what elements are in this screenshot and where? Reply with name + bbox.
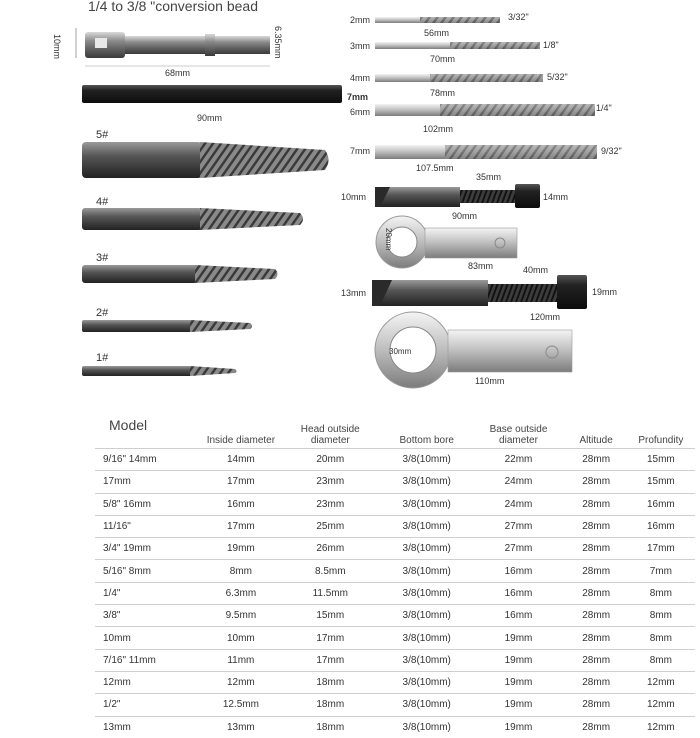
table-cell: 3/8(10mm) <box>382 605 471 627</box>
table-cell: 9/16" 14mm <box>95 449 203 471</box>
table-cell: 3/8(10mm) <box>382 493 471 515</box>
table-row <box>95 716 695 738</box>
table-cell: 10mm <box>95 627 203 649</box>
table-cell: 28mm <box>566 605 627 627</box>
table-cell: 8mm <box>203 560 278 582</box>
table-cell: 16mm <box>627 493 695 515</box>
drill-2-length: 70mm <box>430 54 456 64</box>
table-cell: 25mm <box>279 515 383 537</box>
wrench-small <box>376 216 517 268</box>
table-cell: 3/8(10mm) <box>382 627 471 649</box>
table-cell: 17mm <box>203 515 278 537</box>
bolt-extractor-2-hex: 19mm <box>592 287 618 297</box>
table-cell: 3/8(10mm) <box>382 560 471 582</box>
table-cell: 18mm <box>279 694 383 716</box>
extension-bar <box>82 85 342 103</box>
table-row <box>95 515 695 537</box>
bolt-extractor-1-diameter: 10mm <box>341 192 367 202</box>
table-cell: 28mm <box>566 538 627 560</box>
table-cell: 13mm <box>95 716 203 738</box>
table-cell: 5/8" 16mm <box>95 493 203 515</box>
drill-4-imperial: 1/4" <box>596 103 612 113</box>
table-cell: 16mm <box>203 493 278 515</box>
bolt-extractor-2-total-length: 120mm <box>530 312 561 322</box>
table-cell: 16mm <box>471 605 565 627</box>
table-cell: 26mm <box>279 538 383 560</box>
wrench-1-length: 83mm <box>468 261 494 271</box>
table-cell: 3/8(10mm) <box>382 716 471 738</box>
table-cell: 3/8(10mm) <box>382 694 471 716</box>
table-row <box>95 449 695 471</box>
drill-1-length: 56mm <box>424 28 450 38</box>
table-cell: 18mm <box>279 671 383 693</box>
drill-4-metric: 6mm <box>350 107 370 117</box>
table-cell: 3/8(10mm) <box>382 649 471 671</box>
table-cell: 18mm <box>279 716 383 738</box>
table-cell: 19mm <box>471 627 565 649</box>
header-altitude: Altitude <box>579 435 613 446</box>
table-cell: 28mm <box>566 515 627 537</box>
table-cell: 28mm <box>566 560 627 582</box>
table-cell: 28mm <box>566 716 627 738</box>
wrench-2-length: 110mm <box>475 376 505 386</box>
table-cell: 28mm <box>566 671 627 693</box>
page-title: 1/4 to 3/8 "conversion bead <box>88 0 258 14</box>
table-row <box>95 605 695 627</box>
table-row <box>95 649 695 671</box>
table-cell: 17mm <box>95 471 203 493</box>
table-cell: 3/8(10mm) <box>382 538 471 560</box>
extractor-4-label: 4# <box>96 196 109 208</box>
table-cell: 1/2" <box>95 694 203 716</box>
table-cell: 3/4" 19mm <box>95 538 203 560</box>
drill-1-metric: 2mm <box>350 15 370 25</box>
table-cell: 17mm <box>279 649 383 671</box>
table-cell: 13mm <box>203 716 278 738</box>
table-cell: 8.5mm <box>279 560 383 582</box>
extractor-3-label: 3# <box>96 252 109 264</box>
extractor-2-label: 2# <box>96 307 109 319</box>
bolt-extractor-2-thread-length: 40mm <box>523 265 549 275</box>
table-cell: 16mm <box>471 582 565 604</box>
header-model: Model <box>109 416 148 433</box>
bolt-extractor-small <box>375 184 540 208</box>
bolt-extractor-1-total-length: 90mm <box>452 211 478 221</box>
table-cell: 12mm <box>627 671 695 693</box>
drill-1-imperial: 3/32" <box>508 12 529 22</box>
table-cell: 15mm <box>627 449 695 471</box>
table-cell: 27mm <box>471 538 565 560</box>
table-cell: 3/8(10mm) <box>382 515 471 537</box>
adapter-tool <box>76 28 270 66</box>
drill-2-metric: 3mm <box>350 41 370 51</box>
table-row <box>95 582 695 604</box>
adapter-height-label: 10mm <box>52 34 62 60</box>
table-cell: 23mm <box>279 493 383 515</box>
table-cell: 3/8(10mm) <box>382 471 471 493</box>
spec-table-header <box>95 404 695 449</box>
screw-extractor-2 <box>82 320 252 332</box>
table-cell: 17mm <box>627 538 695 560</box>
table-cell: 11.5mm <box>279 582 383 604</box>
adapter-width-label: 6.35mm <box>273 26 283 59</box>
table-cell: 16mm <box>471 560 565 582</box>
table-cell: 12mm <box>627 694 695 716</box>
table-cell: 3/8(10mm) <box>382 582 471 604</box>
table-cell: 23mm <box>279 471 383 493</box>
table-cell: 17mm <box>203 471 278 493</box>
table-cell: 7mm <box>627 560 695 582</box>
table-cell: 3/8" <box>95 605 203 627</box>
table-cell: 20mm <box>279 449 383 471</box>
screw-extractor-4 <box>82 208 303 230</box>
bar-diameter-label: 7mm <box>347 92 369 102</box>
table-cell: 28mm <box>566 694 627 716</box>
table-cell: 19mm <box>471 671 565 693</box>
table-cell: 22mm <box>471 449 565 471</box>
header-profundity: Profundity <box>638 435 684 446</box>
table-cell: 12.5mm <box>203 694 278 716</box>
header-inside-diameter: Inside diameter <box>206 435 276 446</box>
table-cell: 9.5mm <box>203 605 278 627</box>
table-cell: 28mm <box>566 649 627 671</box>
table-row <box>95 560 695 582</box>
table-cell: 8mm <box>627 605 695 627</box>
drill-5-length: 107.5mm <box>416 163 454 173</box>
drill-bits <box>375 17 597 159</box>
bolt-extractor-2-diameter: 13mm <box>341 288 367 298</box>
drill-3-length: 78mm <box>430 88 456 98</box>
spec-table <box>95 404 695 733</box>
screw-extractor-1 <box>82 366 237 376</box>
table-row <box>95 493 695 515</box>
table-cell: 28mm <box>566 449 627 471</box>
table-cell: 1/4" <box>95 582 203 604</box>
table-cell: 11/16" <box>95 515 203 537</box>
table-cell: 15mm <box>279 605 383 627</box>
table-cell: 15mm <box>627 471 695 493</box>
table-cell: 17mm <box>279 627 383 649</box>
table-cell: 8mm <box>627 582 695 604</box>
header-base-outside-diameter: Base outside diameter <box>489 424 548 446</box>
bolt-extractor-large <box>372 275 587 309</box>
table-cell: 8mm <box>627 627 695 649</box>
table-cell: 19mm <box>203 538 278 560</box>
table-cell: 3/8(10mm) <box>382 449 471 471</box>
table-row <box>95 671 695 693</box>
table-cell: 28mm <box>566 627 627 649</box>
wrench-1-ring: 20mm <box>384 228 393 251</box>
table-cell: 19mm <box>471 694 565 716</box>
table-cell: 11mm <box>203 649 278 671</box>
table-cell: 19mm <box>471 649 565 671</box>
adapter-length-label: 68mm <box>165 68 191 78</box>
table-cell: 5/16" 8mm <box>95 560 203 582</box>
table-cell: 10mm <box>203 627 278 649</box>
bar-length-label: 90mm <box>197 113 223 123</box>
extractor-5-label: 5# <box>96 129 109 141</box>
header-head-outside-diameter: Head outside diameter <box>300 424 360 446</box>
table-cell: 3/8(10mm) <box>382 671 471 693</box>
drill-3-imperial: 5/32" <box>547 72 568 82</box>
screw-extractor-3 <box>82 265 278 283</box>
table-cell: 8mm <box>627 649 695 671</box>
table-cell: 12mm <box>627 716 695 738</box>
table-cell: 12mm <box>95 671 203 693</box>
bolt-extractor-1-thread-length: 35mm <box>476 172 502 182</box>
table-cell: 12mm <box>203 671 278 693</box>
table-cell: 28mm <box>566 493 627 515</box>
table-cell: 16mm <box>627 515 695 537</box>
table-cell: 24mm <box>471 493 565 515</box>
drill-5-imperial: 9/32" <box>601 146 622 156</box>
drill-3-metric: 4mm <box>350 73 370 83</box>
wrench-2-ring: 30mm <box>389 347 412 356</box>
drill-4-length: 102mm <box>423 124 454 134</box>
table-row <box>95 538 695 560</box>
drill-2-imperial: 1/8" <box>543 40 559 50</box>
extractor-1-label: 1# <box>96 352 109 364</box>
header-bottom-bore: Bottom bore <box>399 435 454 446</box>
bolt-extractor-1-hex: 14mm <box>543 192 569 202</box>
table-row <box>95 627 695 649</box>
screw-extractor-5 <box>82 142 329 178</box>
table-row <box>95 471 695 493</box>
table-cell: 28mm <box>566 471 627 493</box>
table-cell: 27mm <box>471 515 565 537</box>
drill-5-metric: 7mm <box>350 146 370 156</box>
table-cell: 28mm <box>566 582 627 604</box>
table-cell: 24mm <box>471 471 565 493</box>
table-cell: 19mm <box>471 716 565 738</box>
table-cell: 14mm <box>203 449 278 471</box>
table-cell: 6.3mm <box>203 582 278 604</box>
table-cell: 7/16" 11mm <box>95 649 203 671</box>
table-row <box>95 694 695 716</box>
